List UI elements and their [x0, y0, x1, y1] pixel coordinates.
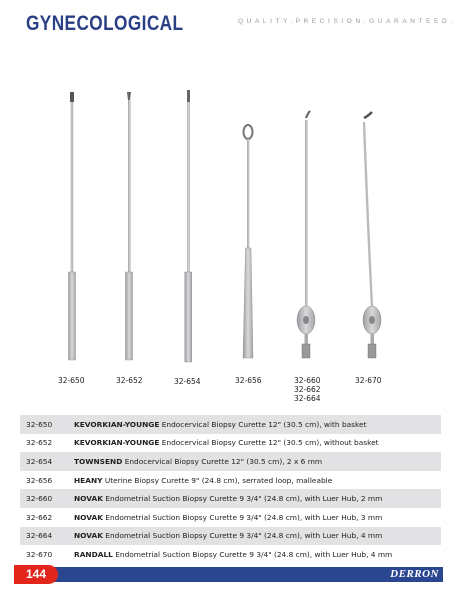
tagline: QUALITY.PRECISION.GUARANTEED. — [238, 18, 456, 25]
product-detail: Endocervical Biopsy Curette 12" (30.5 cm), 2 x 6 mm — [122, 456, 323, 466]
code-label-32-654 — [174, 377, 201, 386]
instrument-32-652 — [126, 92, 133, 360]
table-row — [20, 508, 441, 527]
product-description — [74, 508, 441, 527]
code-line: 32-650 — [58, 376, 85, 385]
table-row — [20, 415, 441, 434]
product-name: NOVAK — [74, 531, 103, 541]
code-line: 32-656 — [235, 376, 262, 385]
code-label-32-656 — [235, 376, 262, 385]
code-label-32-652 — [116, 376, 143, 385]
product-name: KEVORKIAN-YOUNGE — [74, 438, 160, 448]
product-detail: Endometrial Suction Biopsy Curette 9 3/4" (24.8 cm), with Luer Hub, 2 mm — [102, 494, 383, 504]
instrument-32-656 — [243, 125, 253, 358]
code-label-32-670 — [355, 376, 382, 385]
product-name: KEVORKIAN-YOUNGE — [74, 419, 160, 429]
product-name: RANDALL — [74, 549, 113, 559]
code-line: 32-660 — [294, 376, 321, 385]
code-line: 32-654 — [174, 377, 201, 386]
instrument-32-670 — [363, 112, 381, 358]
product-description — [74, 452, 441, 471]
brand-logo: DERRON — [390, 568, 439, 580]
product-number: 32-670 — [26, 549, 53, 559]
table-row — [20, 434, 441, 453]
product-number: 32-664 — [20, 527, 74, 546]
product-number: 32-660 — [20, 489, 74, 508]
code-line: 32-662 — [294, 385, 321, 394]
product-number: 32-656 — [26, 475, 53, 485]
product-description — [74, 527, 441, 546]
page-title: GYNECOLOGICAL — [26, 12, 184, 35]
instrument-32-650 — [69, 92, 76, 360]
product-number: 32-654 — [20, 452, 74, 471]
product-number: 32-662 — [26, 512, 53, 522]
product-detail: Uterine Biopsy Curette 9" (24.8 cm), serrated loop, malleable — [102, 475, 333, 485]
product-name: NOVAK — [74, 512, 103, 522]
page-number: 144 — [25, 567, 47, 581]
product-detail: Endometrial Suction Biopsy Curette 9 3/4" (24.8 cm), with Luer Hub, 3 mm — [102, 512, 383, 522]
code-label-32-660 — [294, 376, 321, 403]
code-line: 32-664 — [294, 394, 321, 403]
product-name: NOVAK — [74, 494, 103, 504]
product-table — [20, 415, 441, 564]
table-row — [20, 489, 441, 508]
product-detail: Endocervical Biopsy Curette 12" (30.5 cm), with basket — [159, 419, 367, 429]
product-name: TOWNSEND — [74, 456, 123, 466]
product-description — [74, 415, 441, 434]
product-name: HEANY — [74, 475, 103, 485]
product-number: 32-650 — [20, 415, 74, 434]
footer-bar — [14, 567, 443, 582]
table-row — [20, 471, 441, 490]
product-description — [74, 545, 441, 564]
product-detail: Endometrial Suction Biopsy Curette 9 3/4" (24.8 cm), with Luer Hub, 4 mm — [102, 531, 383, 541]
product-description — [74, 471, 441, 490]
table-row — [20, 527, 441, 546]
code-line: 32-652 — [116, 376, 143, 385]
product-detail: Endometrial Suction Biopsy Curette 9 3/4" (24.8 cm), with Luer Hub, 4 mm — [112, 549, 393, 559]
instrument-32-660 — [297, 111, 315, 358]
instruments-illustration — [0, 80, 465, 380]
product-description — [74, 434, 441, 453]
table-row — [20, 452, 441, 471]
page-number-badge — [14, 565, 58, 584]
code-line: 32-670 — [355, 376, 382, 385]
table-row — [20, 545, 441, 564]
product-description — [74, 489, 441, 508]
instrument-codes — [0, 376, 465, 406]
instrument-32-654 — [185, 90, 192, 362]
code-label-32-650 — [58, 376, 85, 385]
product-detail: Endocervical Biopsy Curette 12" (30.5 cm), without basket — [159, 438, 379, 448]
product-number: 32-652 — [26, 438, 53, 448]
